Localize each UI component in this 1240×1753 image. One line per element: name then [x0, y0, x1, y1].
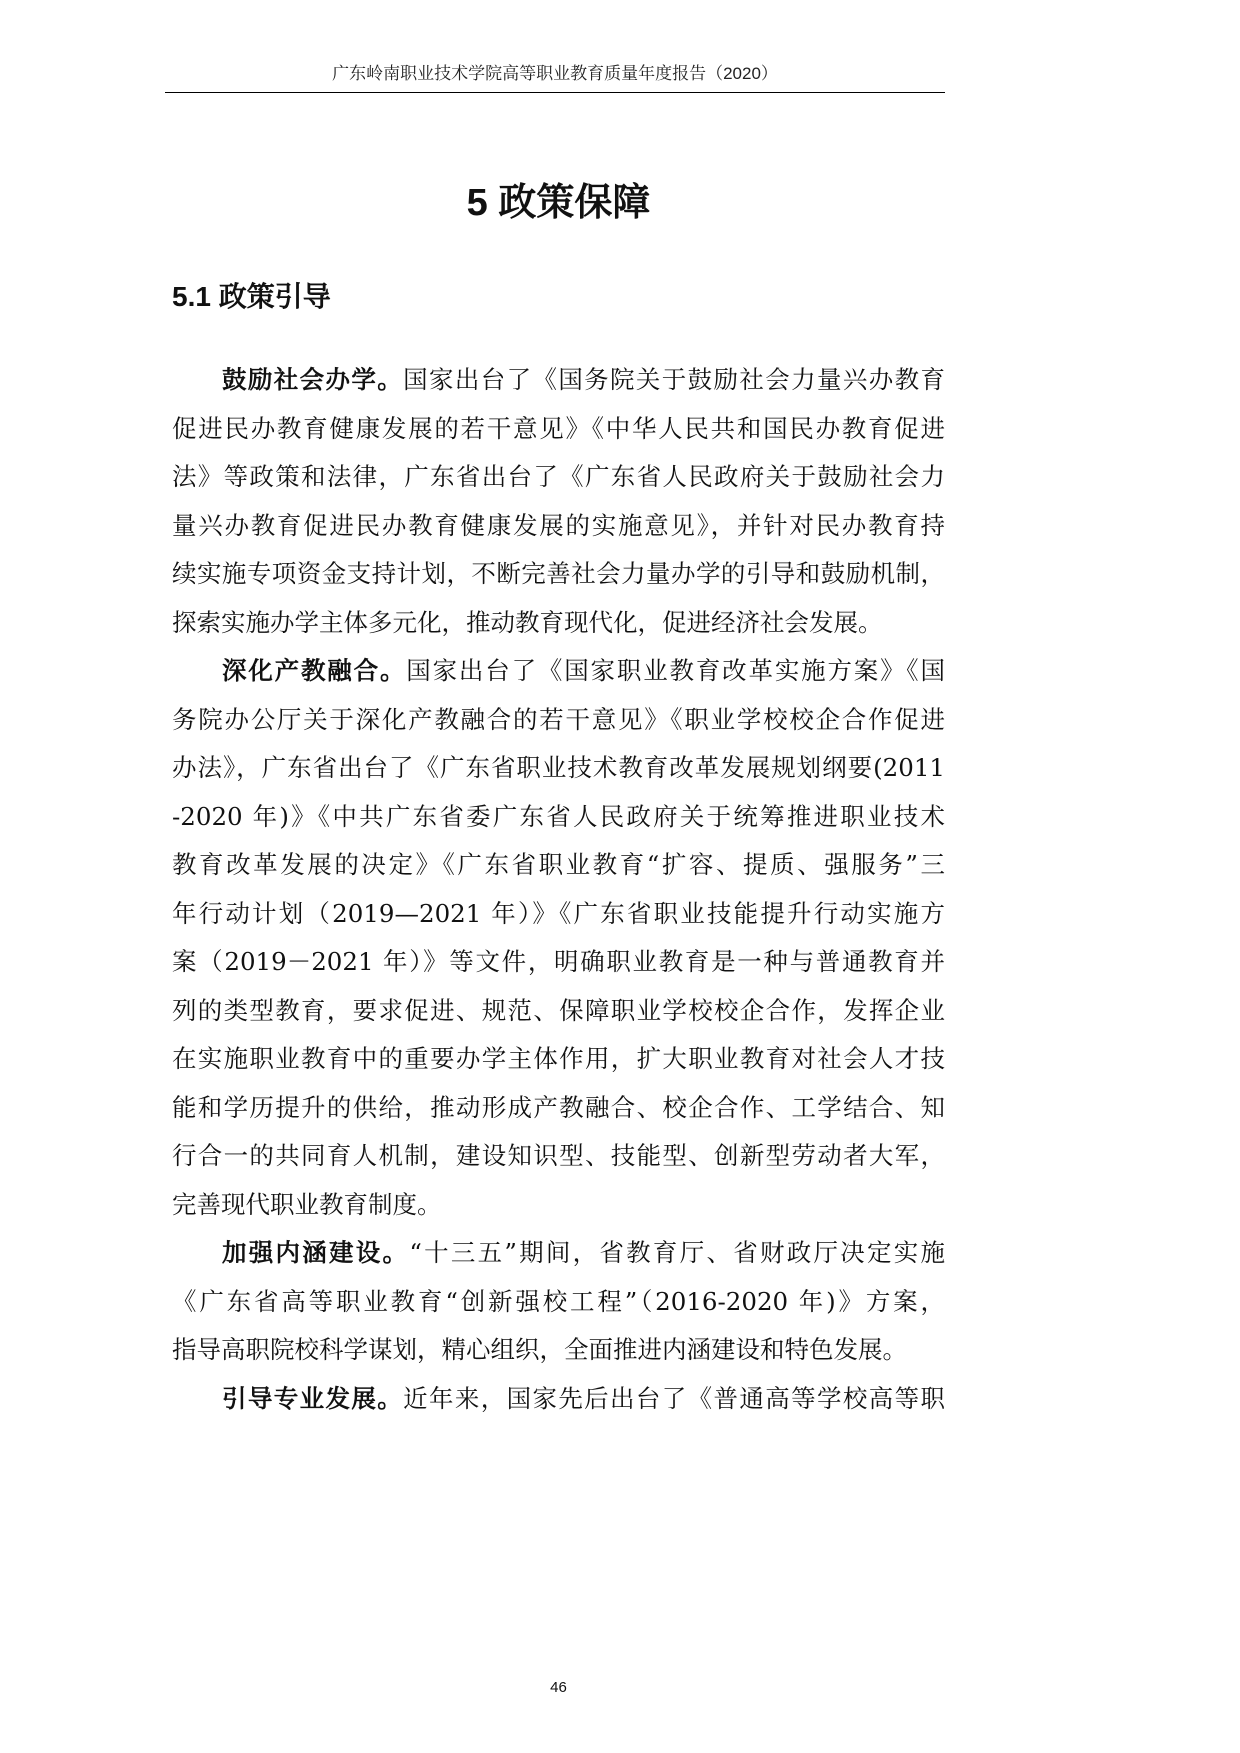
- chapter-title: 5 政策保障: [466, 182, 651, 224]
- paragraph-guide-specialty-development: [172, 1375, 945, 1424]
- paragraph-deepen-industry-education: [172, 647, 945, 1229]
- paragraph-line: 促进民办教育健康发展的若干意见》《中华人民共和国民办教育促进: [172, 413, 945, 443]
- paragraph-lead: 鼓励社会办学。: [222, 367, 404, 394]
- paragraph-line: 指导高职院校科学谋划，精心组织，全面推进内涵建设和特色发展。: [172, 1335, 907, 1364]
- paragraph-line: [172, 1229, 945, 1278]
- paragraph-line: 法》等政策和法律，广东省出台了《广东省人民政府关于鼓励社会力: [172, 462, 945, 491]
- paragraph-line-text: “十三五”期间，省教育厅、省财政厅决定实施: [409, 1238, 945, 1267]
- paragraph-line: 务院办公厅关于深化产教融合的若干意见》《职业学校校企合作促进: [172, 704, 945, 734]
- paragraph-line-text: 国家出台了《国家职业教育改革实施方案》《国: [406, 656, 945, 685]
- paragraph-line: 办法》，广东省出台了《广东省职业技术教育改革发展规划纲要(2011: [172, 753, 945, 782]
- paragraph-strengthen-connotation: [172, 1229, 945, 1375]
- paragraph-lead: 深化产教融合。: [222, 658, 407, 685]
- paragraph-line: 续实施专项资金支持计划，不断完善社会力量办学的引导和鼓励机制，: [172, 559, 945, 588]
- paragraph-line: 年行动计划（2019—2021 年）》《广东省职业技能提升行动实施方: [172, 898, 945, 928]
- paragraph-line-text: 国家出台了《国务院关于鼓励社会力量兴办教育: [403, 365, 945, 394]
- paragraph-line: 《广东省高等职业教育“创新强校工程”（2016-2020 年)》方案，: [172, 1286, 945, 1316]
- paragraph-lead: 加强内涵建设。: [222, 1240, 410, 1267]
- paragraph-line: [172, 1375, 945, 1424]
- paragraph-line: 在实施职业教育中的重要办学主体作用，扩大职业教育对社会人才技: [172, 1044, 945, 1073]
- paragraph-line: 教育改革发展的决定》《广东省职业教育“扩容、提质、强服务”三: [172, 850, 945, 879]
- paragraph-line: [172, 647, 945, 696]
- paragraph-line: 案（2019－2021 年）》等文件，明确职业教育是一种与普通教育并: [172, 947, 945, 976]
- paragraph-line: 列的类型教育，要求促进、规范、保障职业学校校企合作，发挥企业: [172, 995, 945, 1025]
- paragraph-line: 行合一的共同育人机制，建设知识型、技能型、创新型劳动者大军，: [172, 1141, 945, 1170]
- paragraph-line: 能和学历提升的供给，推动形成产教融合、校企合作、工学结合、知: [172, 1092, 945, 1122]
- body-text: [172, 356, 945, 1423]
- paragraph-line-text: 近年来，国家先后出台了《普通高等学校高等职: [403, 1383, 945, 1413]
- paragraph-line: -2020 年)》《中共广东省委广东省人民政府关于统筹推进职业技术: [172, 801, 945, 831]
- page-number: 46: [550, 1679, 567, 1696]
- paragraph-line: 探索实施办学主体多元化，推动教育现代化，促进经济社会发展。: [172, 607, 883, 637]
- paragraph-line: [172, 356, 945, 405]
- paragraph-lead: 引导专业发展。: [222, 1385, 404, 1413]
- paragraph-line: 完善现代职业教育制度。: [172, 1189, 442, 1219]
- paragraph-line: 量兴办教育促进民办教育健康发展的实施意见》，并针对民办教育持: [172, 510, 945, 540]
- header-rule: [165, 92, 945, 93]
- section-title: 5.1 政策引导: [172, 281, 331, 312]
- running-header: 广东岭南职业技术学院高等职业教育质量年度报告（2020）: [332, 64, 778, 83]
- paragraph-encourage-private-education: [172, 356, 945, 647]
